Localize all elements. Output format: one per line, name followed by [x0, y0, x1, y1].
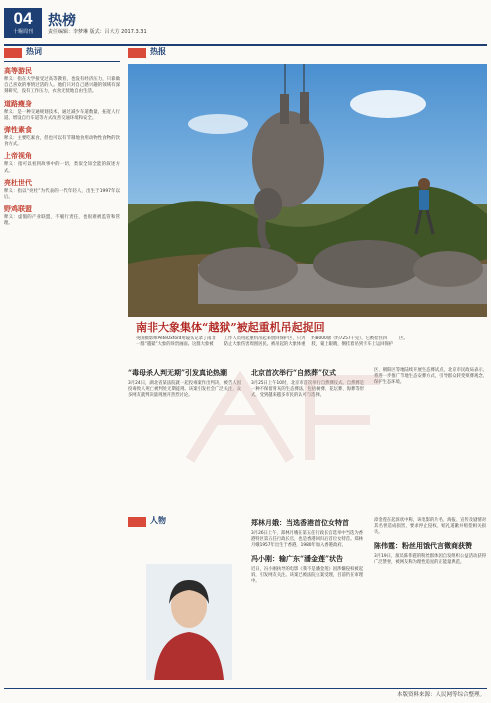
terms-list — [4, 66, 120, 228]
term-title: 道路瘦身 — [4, 99, 32, 108]
term-text: 释义：指可以看到故事中的一切，类似全知全能的叙述方式。 — [4, 162, 120, 174]
people-column-1 — [251, 514, 363, 585]
story-title: “毒母杀人判无期”引发真论热潮 — [128, 368, 228, 377]
editor-meta: 责任编辑：李梦琳 版式：吕大方 2017.3.31 — [48, 29, 147, 35]
term-text: 释义：指以“亮杜”为代表的一代年轻人，出生于1997年以后。 — [4, 188, 120, 201]
term-text: 释义：是一种交通规划技术，通过减少车道数量，拓宽人行道、增设自行车道等方式改善交通环境和安全。 — [4, 109, 120, 121]
person-title: 冯小刚：输广东“潘金莲”状告 — [251, 553, 344, 563]
story-text: 区、朝阳区等地陆续开展生态葬试点，北京市民政局表示，将进一步推广节地生态安葬方式，引导群众转变殡葬观念，保护生态环境。 — [374, 368, 487, 386]
footer-source: 本版资料来源：人民网等综合整理。 — [396, 692, 485, 698]
term-title: 弹性素食 — [4, 126, 32, 135]
person-title: 陈伟霆：粉丝用饿代言微商获赞 — [374, 540, 472, 550]
term-title: 野鸡联盟 — [4, 205, 32, 214]
story-column-2 — [251, 362, 364, 400]
page-number-block — [4, 8, 42, 38]
paper-name: 十堰周刊 — [12, 29, 33, 35]
story-title: 北京首次举行“自然葬”仪式 — [251, 368, 337, 377]
term-text: 释义：主要吃素食，但也可以有节制地食用动物性食物的饮食方式。 — [4, 136, 120, 148]
term-entry — [4, 178, 120, 201]
portrait-photo — [146, 564, 232, 680]
term-entry — [4, 204, 120, 227]
term-title: 高等游民 — [4, 67, 32, 75]
story-column-1 — [128, 362, 241, 400]
section-title: 热榜 — [48, 13, 76, 29]
term-text: 释义：指在大学接受过高等教育，也没有经济压力，只靠做自己喜欢的事情过活的人。他们只对自己感兴趣的领域有深刻研究，没有工作压力，衣食无忧地自由生活。 — [4, 77, 120, 95]
term-entry — [4, 151, 120, 174]
person-text: 3月26日上午，郑林月娥在第五任行政长官选举中当选为香港特区第五任行政长官，也是香港回归后首位女特首。郑林月娥1957年出生于香港，1980年加入香港政府。 — [251, 531, 363, 549]
term-entry — [4, 99, 120, 122]
heading-marker — [128, 48, 146, 58]
term-title: 上帝视角 — [4, 152, 32, 161]
heading-marker — [128, 517, 146, 527]
heading-marker — [4, 48, 22, 58]
story-column-3 — [374, 362, 487, 387]
people-heading: 人物 — [128, 514, 248, 530]
story-text: 3月25日上午10时，北京市首次举行自然葬仪式。自然葬是一种不保留骨灰的生态葬法，包括树葬、花坛葬、海葬等形式，受到越来越多市民的认可与选择。 — [251, 381, 364, 399]
people-column-2 — [374, 514, 486, 566]
page-footer — [0, 688, 491, 700]
story-text: 3月24日，湖北省某法院就一起投毒案作出判决，被告人因投毒致人死亡被判处无期徒刑。该案引发社会广泛关注，众多网友就判决量刑展开热烈讨论。 — [128, 381, 241, 399]
person-title: 郑林月娥：当选香港首位女特首 — [251, 518, 349, 527]
person-text: 漳金莲在起诉状中称，该电影的片名、海报、宣传及剧情对其名誉造成损害，要求停止侵权、赔礼道歉并赔偿相关损失。 — [374, 518, 486, 536]
hot-words-column — [4, 44, 120, 684]
term-title: 亮杜世代 — [4, 178, 32, 187]
term-text: 释义：虚假的产业联盟，不履行责任，也很难被监管和管理。 — [4, 215, 120, 227]
person-text: 3月19日，演员陈伟霆的粉丝群体因自发组织公益活动获得广泛赞誉，被网友称为理性追星的正能量典范。 — [374, 553, 486, 565]
elephant-photo — [128, 64, 487, 317]
photo-heading: 热报 — [128, 44, 487, 62]
photo-headline: 南非大象集体“越狱”被起重机吊起捉回 — [136, 321, 325, 334]
footer-rule — [4, 688, 487, 689]
page-header — [0, 6, 491, 40]
term-entry — [4, 125, 120, 148]
stories-area — [128, 362, 487, 512]
hot-words-heading: 热词 — [4, 44, 120, 62]
term-entry — [4, 66, 120, 96]
person-text: 近日，冯小刚执导的电影《我不是潘金莲》因涉嫌侵权被起诉，引发网友关注。该案已被法院立案受理，目前仍在审理中。 — [251, 566, 363, 585]
photo-caption: 英国摄影师PeteOxford用镜头记录了南非一群“越狱”大象的珍贵画面。这群大象被工作人员用起重机吊起来放回保护区，只为防止大象伤害周围居民。被吊起的大象体重约8000磅（约7257千克），它被拴住四肢，蒙上眼睛，倒挂着吊到卡车上运回保护区。 — [136, 336, 408, 347]
main-area — [128, 44, 487, 684]
page-number: 04 — [13, 9, 33, 28]
